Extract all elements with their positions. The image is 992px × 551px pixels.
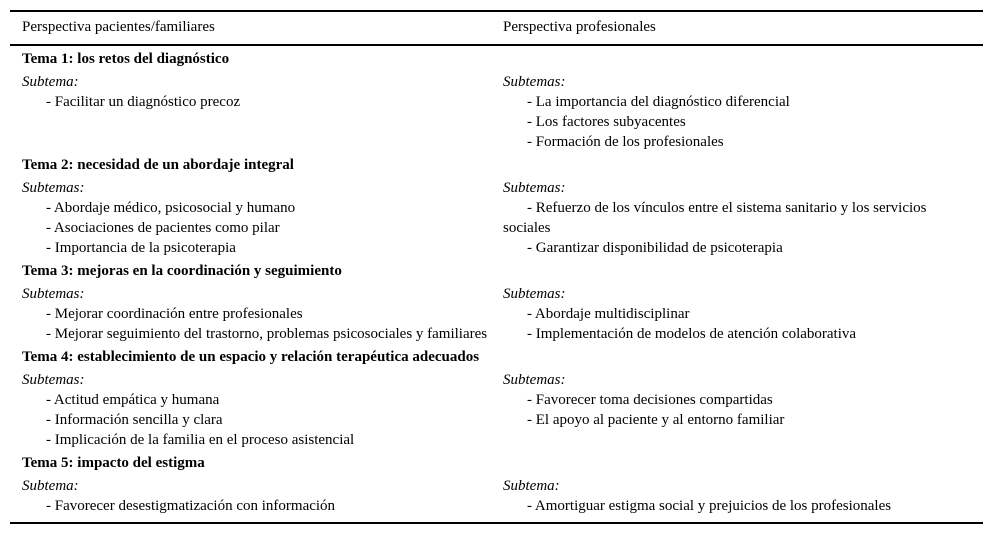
theme-row [10, 282, 983, 344]
professionals-column [503, 176, 983, 258]
subtheme-item: - Abordaje médico, psicosocial y humano [46, 200, 296, 216]
subtheme-item: - El apoyo al paciente y al entorno familiar [527, 412, 785, 428]
theme-row [10, 368, 983, 450]
theme-title: Tema 3: mejoras en la coordinación y seguimiento [22, 263, 342, 279]
subtheme-label: Subtemas: [22, 372, 85, 388]
theme-section-3 [10, 261, 983, 344]
subtheme-label: Subtemas: [503, 180, 566, 196]
themes-table [10, 10, 983, 524]
subtheme-item: - Facilitar un diagnóstico precoz [46, 94, 241, 110]
subtheme-item: - Importancia de la psicoterapia [46, 240, 236, 256]
table-header-row [10, 12, 983, 46]
theme-title: Tema 1: los retos del diagnóstico [22, 51, 230, 67]
table-header-left: Perspectiva pacientes/familiares [22, 19, 215, 35]
subtheme-item: - Asociaciones de pacientes como pilar [46, 220, 280, 236]
subtheme-item: - La importancia del diagnóstico diferencial [527, 94, 790, 110]
theme-row [10, 474, 983, 516]
subtheme-item: - Amortiguar estigma social y prejuicios de los profesionales [527, 498, 892, 514]
patients-column [10, 282, 503, 344]
subtheme-label: Subtemas: [22, 286, 85, 302]
theme-title: Tema 5: impacto del estigma [22, 455, 205, 471]
theme-section-5 [10, 453, 983, 516]
patients-column [10, 70, 503, 112]
patients-column [10, 368, 503, 450]
subtheme-item: - Favorecer toma decisiones compartidas [527, 392, 773, 408]
subtheme-label: Subtema: [22, 74, 79, 90]
subtheme-item: - Mejorar seguimiento del trastorno, problemas psicosociales y familiares [46, 326, 488, 342]
subtheme-label: Subtemas: [503, 372, 566, 388]
subtheme-item: - Favorecer desestigmatización con información [46, 498, 336, 514]
theme-title: Tema 4: establecimiento de un espacio y relación terapéutica adecuados [22, 349, 480, 365]
table-body [10, 49, 983, 522]
subtheme-item: - Implementación de modelos de atención colaborativa [527, 326, 857, 342]
subtheme-item: - Mejorar coordinación entre profesionales [46, 306, 303, 322]
subtheme-item: - Implicación de la familia en el proceso asistencial [46, 432, 355, 448]
subtheme-item: - Garantizar disponibilidad de psicoterapia [527, 240, 783, 256]
subtheme-label: Subtema: [22, 478, 79, 494]
patients-column [10, 474, 503, 516]
professionals-column [503, 474, 983, 516]
professionals-column [503, 70, 983, 152]
subtheme-item: - Abordaje multidisciplinar [527, 306, 690, 322]
theme-row [10, 70, 983, 152]
professionals-column [503, 368, 983, 430]
subtheme-item: - Refuerzo de los vínculos entre el sistema sanitario y los servicios sociales [503, 200, 927, 236]
subtheme-item: - Actitud empática y humana [46, 392, 220, 408]
subtheme-label: Subtemas: [22, 180, 85, 196]
subtheme-item: - Formación de los profesionales [527, 134, 724, 150]
table-header-right: Perspectiva profesionales [503, 19, 656, 35]
theme-row [10, 176, 983, 258]
theme-section-1 [10, 49, 983, 152]
patients-column [10, 176, 503, 258]
theme-title: Tema 2: necesidad de un abordaje integral [22, 157, 294, 173]
theme-section-2 [10, 155, 983, 258]
subtheme-item: - Los factores subyacentes [527, 114, 686, 130]
subtheme-label: Subtemas: [503, 286, 566, 302]
subtheme-item: - Información sencilla y clara [46, 412, 223, 428]
subtheme-label: Subtemas: [503, 74, 566, 90]
professionals-column [503, 282, 983, 344]
subtheme-label: Subtema: [503, 478, 560, 494]
theme-section-4 [10, 347, 983, 450]
